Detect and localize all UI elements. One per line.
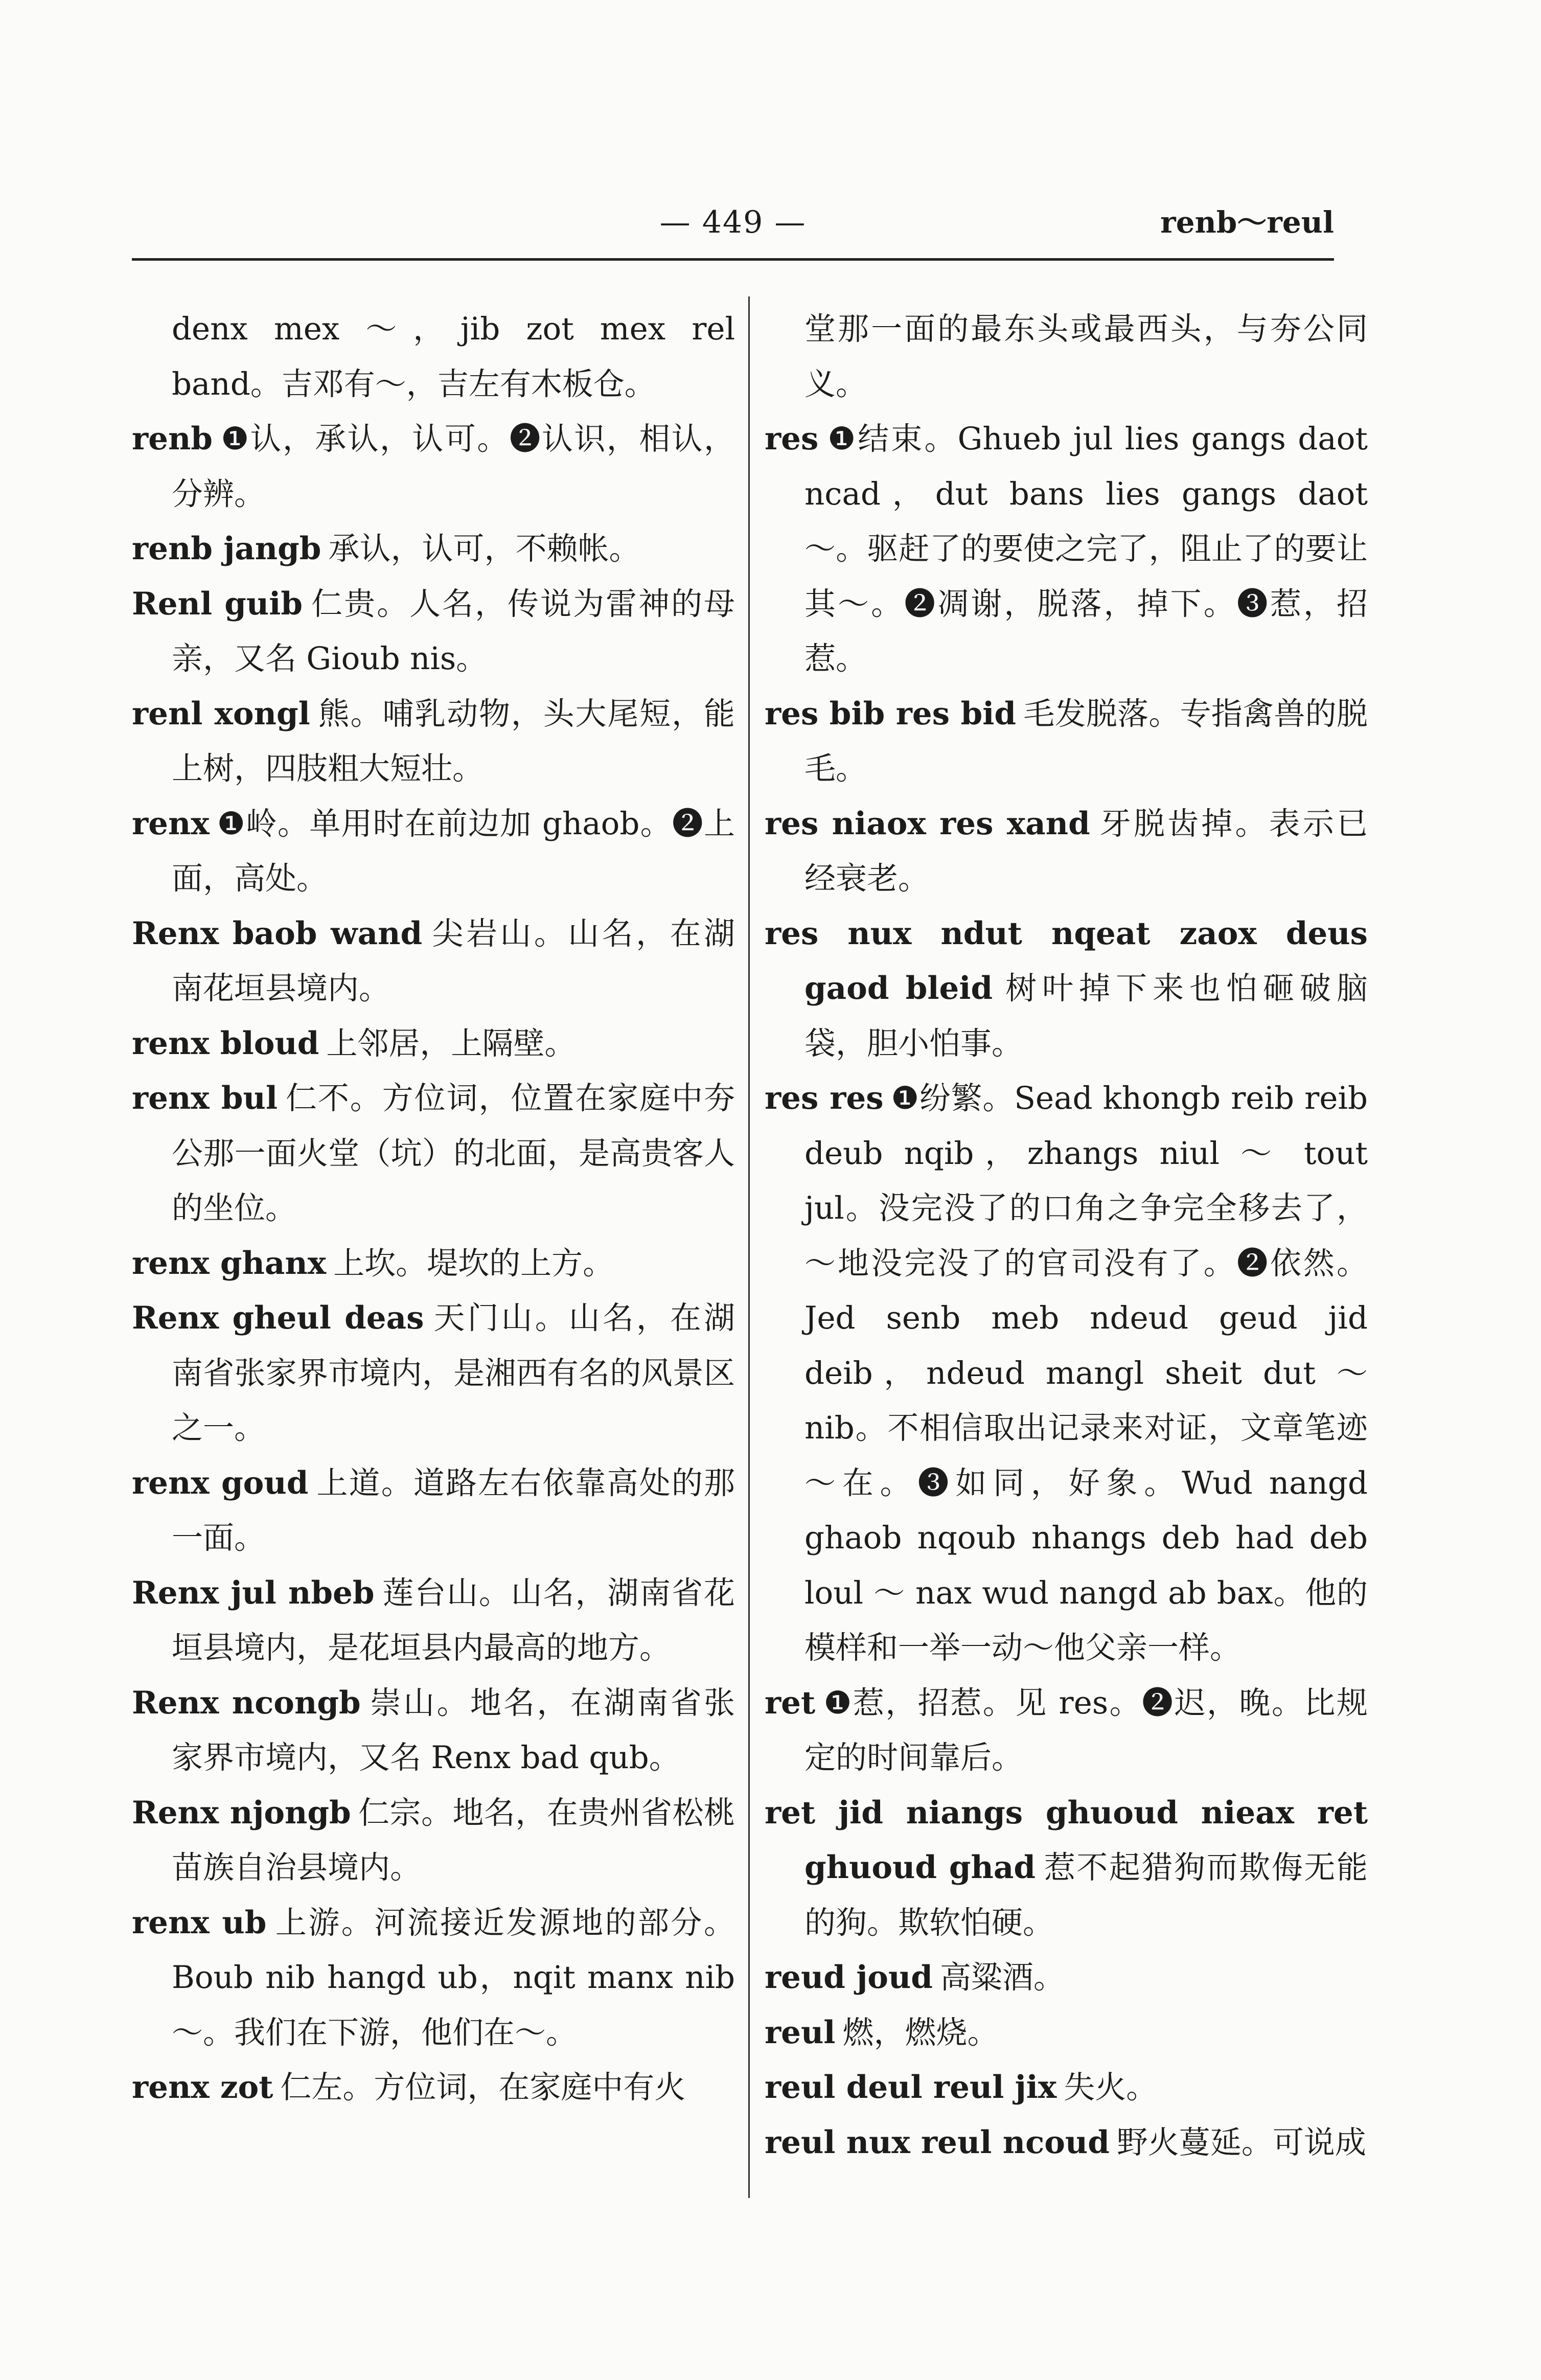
entry-definition: 野火蔓延。可说成 [1116, 2124, 1366, 2161]
dictionary-entry [765, 302, 1368, 411]
entry-definition: 毛发脱落。专指禽兽的脱毛。 [804, 695, 1368, 787]
dictionary-entry [132, 1291, 735, 1456]
entry-definition: ❶岭。单用时在前边加 ghaob。❷上面，高处。 [172, 805, 735, 897]
entry-headword: Renl guib [132, 585, 303, 622]
entry-headword: renb jangb [132, 531, 321, 567]
entry-definition: 仁贵。人名，传说为雷神的母亲，又名 Gioub nis。 [172, 585, 735, 677]
entry-definition: 崇山。地名，在湖南省张家界市境内，又名 Renx bad qub。 [172, 1684, 735, 1776]
dictionary-entry [765, 686, 1368, 796]
entry-headword: renl xongl [132, 695, 310, 732]
entry-definition: 承认，认可，不赖帐。 [328, 531, 640, 567]
entry-definition: 莲台山。山名，湖南省花垣县境内，是花垣县内最高的地方。 [172, 1574, 735, 1666]
dictionary-entry [132, 686, 735, 796]
entry-headword: ret jid niangs ghuoud nieax ret ghuoud ghad [765, 1794, 1368, 1886]
dictionary-entry [132, 302, 735, 411]
dictionary-entry [765, 1950, 1368, 2005]
dictionary-entry [765, 796, 1368, 906]
entry-headword: reul deul reul jix [765, 2069, 1057, 2106]
entry-definition: 上游。河流接近发源地的部分。Boub nib hangd ub，nqit manx nib ～。我们在下游，他们在～。 [172, 1904, 735, 2051]
dictionary-entry [765, 1071, 1368, 1676]
dictionary-entry [132, 411, 735, 521]
entry-definition: 天门山。山名，在湖南省张家界市境内，是湘西有名的风景区之一。 [172, 1300, 735, 1446]
entry-headword: Renx ncongb [132, 1684, 361, 1721]
entry-definition: 仁宗。地名，在贵州省松桃苗族自治县境内。 [172, 1794, 735, 1886]
header-rule [132, 258, 1334, 261]
dictionary-entry [765, 1786, 1368, 1951]
dictionary-entry [132, 1786, 735, 1895]
entry-headword: reul nux reul ncoud [765, 2124, 1110, 2161]
entry-definition: 上道。道路左右依靠高处的那一面。 [172, 1464, 735, 1556]
dictionary-entry [132, 521, 735, 577]
entry-headword: res [765, 421, 819, 457]
entry-headword: reul [765, 2014, 836, 2051]
right-column [765, 302, 1368, 2170]
entry-headword: renx goud [132, 1464, 309, 1501]
entry-definition: 惹不起猎狗而欺侮无能的狗。欺软怕硬。 [804, 1849, 1368, 1941]
dictionary-entry [132, 796, 735, 906]
entry-definition: 上邻居，上隔壁。 [326, 1025, 576, 1062]
entry-definition: ❶纷繁。Sead khongb reib reib deub nqib，zhangs niul ～ tout jul。没完没了的口角之争完全移去了，～地没完没了的官司没有了。❷依然。Jed senb meb ndeud geud jid deib，ndeud mangl sheit dut ～ nib。不相信取出记录来对证，文章笔迹～在。❸如同，好象。Wud nangd ghaob nqoub nhangs deb had deb loul ～ nax wud nangd ab bax。他的模样和一举一动～他父亲一样。 [804, 1080, 1368, 1666]
dictionary-entry [132, 1071, 735, 1236]
entry-headword: renx [132, 805, 210, 842]
entry-headword: res niaox res xand [765, 805, 1090, 842]
entry-definition: 牙脱齿掉。表示已经衰老。 [804, 805, 1368, 897]
entry-definition: denx mex ～，jib zot mex rel band。吉邓有～，吉左有木板仓。 [172, 311, 735, 402]
dictionary-entry [132, 1895, 735, 2061]
dictionary-entry [132, 1676, 735, 1786]
column-divider [748, 296, 750, 2198]
entry-headword: renx zot [132, 2069, 273, 2106]
entry-headword: renx ghanx [132, 1245, 327, 1281]
entry-headword: ret [765, 1684, 816, 1721]
dictionary-entry [132, 577, 735, 686]
entry-headword: Renx gheul deas [132, 1300, 424, 1336]
entry-definition: 熊。哺乳动物，头大尾短，能上树，四肢粗大短壮。 [172, 695, 735, 787]
dictionary-entry [765, 1676, 1368, 1786]
dictionary-entry [132, 906, 735, 1016]
running-head: renb～reul [1160, 205, 1334, 240]
dictionary-entry [132, 1566, 735, 1676]
entry-definition: ❶惹，招惹。见 res。❷迟，晚。比规定的时间靠后。 [804, 1684, 1368, 1776]
entry-headword: res res [765, 1080, 884, 1116]
entry-headword: Renx jul nbeb [132, 1574, 375, 1611]
entry-headword: Renx baob wand [132, 915, 423, 952]
dictionary-entry [132, 1456, 735, 1566]
entry-headword: res nux ndut nqeat zaox deus gaod bleid [765, 915, 1368, 1006]
entry-definition: ❶认，承认，认可。❷认识，相认，分辨。 [172, 421, 735, 512]
dictionary-entry [132, 1016, 735, 1071]
dictionary-entry [765, 906, 1368, 1071]
dictionary-entry [765, 2060, 1368, 2115]
dictionary-entry [765, 2005, 1368, 2061]
entry-definition: 高粱酒。 [939, 1959, 1065, 1996]
entry-headword: renx bloud [132, 1025, 319, 1062]
entry-headword: res bib res bid [765, 695, 1017, 732]
entry-headword: renx ub [132, 1904, 267, 1941]
entry-definition: ❶结束。Ghueb jul lies gangs daot ncad，dut bans lies gangs daot ～。驱赶了的要使之完了，阻止了的要让其～。❷凋谢，脱落，掉下。❸惹，招惹。 [804, 421, 1368, 677]
entry-headword: renb [132, 421, 213, 457]
page-header [132, 202, 1334, 258]
dictionary-entry [765, 2115, 1368, 2170]
left-column [132, 302, 735, 2115]
entry-definition: 树叶掉下来也怕砸破脑袋，胆小怕事。 [804, 970, 1368, 1062]
entry-definition: 堂那一面的最东头或最西头，与夯公同义。 [804, 311, 1368, 402]
entry-definition: 失火。 [1064, 2069, 1158, 2106]
entry-headword: renx bul [132, 1080, 278, 1116]
entry-headword: reud joud [765, 1959, 933, 1996]
dictionary-entry [132, 1236, 735, 1291]
dictionary-entry [132, 2060, 735, 2115]
entry-definition: 仁左。方位词，在家庭中有火 [280, 2069, 686, 2106]
entry-definition: 尖岩山。山名，在湖南花垣县境内。 [172, 915, 735, 1006]
entry-headword: Renx njongb [132, 1794, 351, 1831]
entry-definition: 燃，燃烧。 [842, 2014, 999, 2051]
page-number: — 449 — [659, 204, 807, 240]
entry-definition: 仁不。方位词，位置在家庭中夯公那一面火堂（坑）的北面，是高贵客人的坐位。 [172, 1080, 735, 1226]
dictionary-entry [765, 411, 1368, 686]
entry-definition: 上坎。堤坎的上方。 [333, 1245, 614, 1281]
